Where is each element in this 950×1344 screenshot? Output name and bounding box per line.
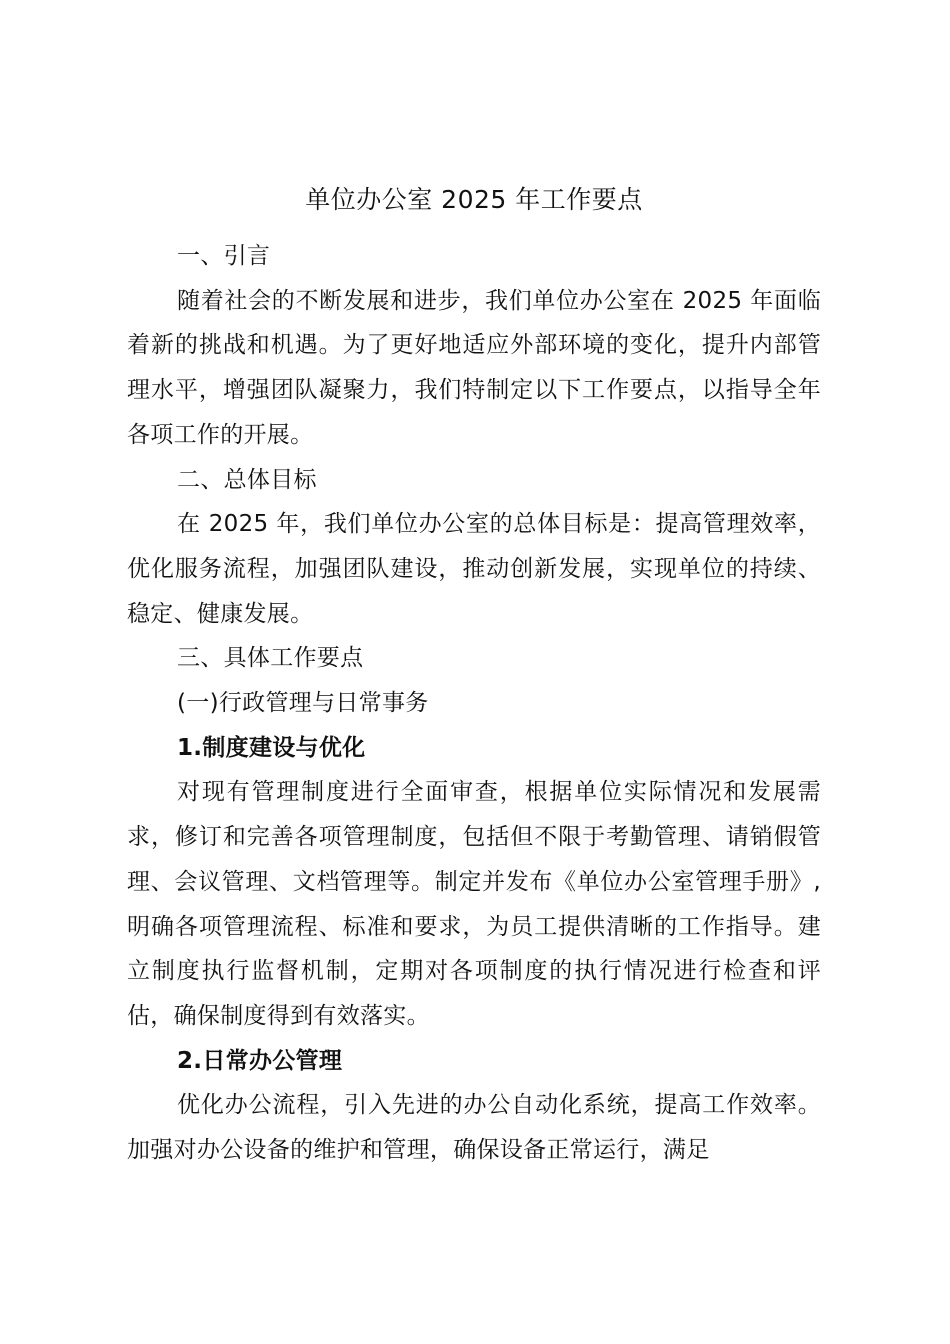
paragraph-daily-office: 优化办公流程，引入先进的办公自动化系统，提高工作效率。加强对办公设备的维护和管理，确保设备正常运行，满足 — [127, 1092, 821, 1164]
section-heading-tasks: 三、具体工作要点 — [177, 645, 364, 672]
section-heading-intro: 一、引言 — [177, 243, 271, 269]
paragraph-intro: 随着社会的不断发展和进步，我们单位办公室在 2025 年面临着新的挑战和机遇。为了更好地适应外部环境的变化，提升内部管理水平，增强团队凝聚力，我们特制定以下工作要点，以指导全年各项工作的开展。 — [127, 287, 821, 448]
paragraph-system-building: 对现有管理制度进行全面审查，根据单位实际情况和发展需求，修订和完善各项管理制度，包括但不限于考勤管理、请销假管理、会议管理、文档管理等。制定并发布《单位办公室管理手册》,明确各项管理流程、标准和要求，为员工提供清晰的工作指导。建立制度执行监督机制，定期对各项制度的执行情况进行检查和评估，确保制度得到有效落实。 — [127, 779, 821, 1029]
item-heading-system-building: 1.制度建设与优化 — [177, 734, 366, 761]
section-heading-goal: 二、总体目标 — [177, 466, 317, 493]
item-heading-daily-office: 2.日常办公管理 — [177, 1047, 343, 1074]
document-body — [127, 178, 821, 1173]
paragraph-goal: 在 2025 年，我们单位办公室的总体目标是：提高管理效率，优化服务流程，加强团队建设，推动创新发展，实现单位的持续、稳定、健康发展。 — [127, 511, 821, 627]
subsection-heading-admin: (一)行政管理与日常事务 — [177, 690, 429, 717]
document-title: 单位办公室 2025 年工作要点 — [305, 185, 643, 214]
